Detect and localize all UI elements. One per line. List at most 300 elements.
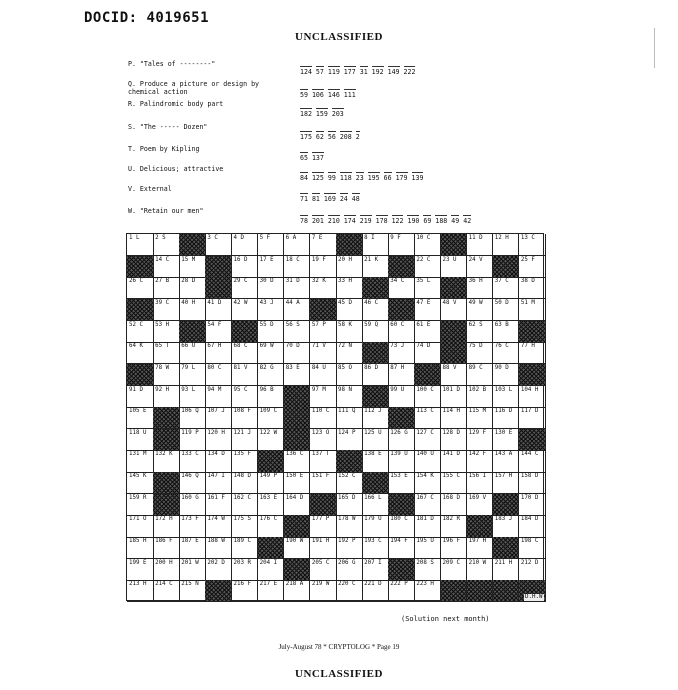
grid-cell: 20 H xyxy=(336,256,363,278)
grid-cell-shaded xyxy=(362,342,389,364)
grid-cell: 190 W xyxy=(284,537,311,559)
clue-number: 84 xyxy=(300,174,308,182)
grid-cell: 99 U xyxy=(388,386,415,408)
clue-number: 81 xyxy=(311,195,320,203)
doc-id: DOCID: 4019651 xyxy=(84,10,210,26)
grid-cell: 215 N xyxy=(179,580,206,602)
grid-cell: 145 K xyxy=(127,472,154,494)
grid-cell: 30 D xyxy=(258,277,285,299)
grid-cell: 117 D xyxy=(519,407,546,429)
clue-number: 23 xyxy=(355,174,364,182)
grid-cell: 203 R xyxy=(232,559,259,581)
grid-cell: 36 H xyxy=(467,277,494,299)
grid-cell: 192 P xyxy=(336,537,363,559)
grid-cell: 119 P xyxy=(179,429,206,451)
clue-number: 178 xyxy=(375,217,388,225)
grid-cell: 40 H xyxy=(179,299,206,321)
grid-cell: 129 F xyxy=(467,429,494,451)
grid-cell: 62 S xyxy=(467,321,494,343)
clue-number: 222 xyxy=(403,68,416,76)
grid-cell: 142 F xyxy=(467,450,494,472)
clue-label: T. Poem by Kipling xyxy=(128,145,200,153)
clue-number: 49 xyxy=(451,217,460,225)
grid-cell: 88 V xyxy=(441,364,468,386)
grid-cell: 156 I xyxy=(467,472,494,494)
grid-corner-label: D.H.W xyxy=(525,594,543,601)
clue-number: 219 xyxy=(359,217,372,225)
clue-number: 208 xyxy=(339,133,352,141)
grid-cell: 63 B xyxy=(493,321,520,343)
grid-cell: 93 L xyxy=(179,386,206,408)
grid-cell: 31 D xyxy=(284,277,311,299)
grid-cell: 37 C xyxy=(493,277,520,299)
grid-cell: 157 H xyxy=(493,472,520,494)
clue-number: 48 xyxy=(351,195,360,203)
clue-numbers xyxy=(300,131,364,141)
grid-cell: 76 C xyxy=(493,342,520,364)
grid-cell-shaded xyxy=(519,364,546,386)
grid-cell: 201 W xyxy=(179,559,206,581)
grid-cell: 24 V xyxy=(467,256,494,278)
grid-cell: 70 D xyxy=(284,342,311,364)
grid-cell-shaded xyxy=(362,277,389,299)
grid-cell-shaded xyxy=(441,321,468,343)
grid-cell: 71 V xyxy=(310,342,337,364)
clue-label: R. Palindromic body part xyxy=(128,100,224,108)
grid-cell: 180 C xyxy=(388,515,415,537)
grid-cell: 124 P xyxy=(336,429,363,451)
clue-label: S. "The ----- Dozen" xyxy=(128,123,208,131)
clue-number: 71 xyxy=(300,195,308,203)
grid-cell-shaded xyxy=(127,364,154,386)
clue-number: 210 xyxy=(327,217,340,225)
grid-cell: 199 E xyxy=(127,559,154,581)
grid-cell: 214 C xyxy=(153,580,180,602)
grid-cell: 128 D xyxy=(441,429,468,451)
grid-cell: 171 O xyxy=(127,515,154,537)
grid-cell-shaded xyxy=(467,580,494,602)
grid-cell: 58 K xyxy=(336,321,363,343)
clue-number: 169 xyxy=(323,195,336,203)
grid-cell: 185 H xyxy=(127,537,154,559)
grid-cell: 158 D xyxy=(519,472,546,494)
grid-cell-shaded xyxy=(467,515,494,537)
grid-cell: 67 H xyxy=(205,342,232,364)
grid-cell: 17 E xyxy=(258,256,285,278)
grid-cell: 136 C xyxy=(284,450,311,472)
grid-cell: 173 F xyxy=(179,515,206,537)
clue-number: 59 xyxy=(300,91,308,99)
clue-label: W. "Retain our men" xyxy=(128,207,204,215)
grid-cell: 1 L xyxy=(127,234,154,256)
grid-cell: 85 O xyxy=(336,364,363,386)
grid-cell: 168 D xyxy=(441,494,468,516)
grid-cell: 153 E xyxy=(388,472,415,494)
clue-number: 125 xyxy=(311,174,324,182)
grid-cell: 170 D xyxy=(519,494,546,516)
grid-cell: 47 E xyxy=(414,299,441,321)
grid-cell: 103 L xyxy=(493,386,520,408)
grid-cell-shaded xyxy=(258,537,285,559)
clue-number: 175 xyxy=(300,133,312,141)
grid-cell: 140 U xyxy=(414,450,441,472)
grid-cell: 16 D xyxy=(232,256,259,278)
grid-cell: 113 C xyxy=(414,407,441,429)
grid-cell: 57 P xyxy=(310,321,337,343)
grid-cell: 216 F xyxy=(232,580,259,602)
grid-cell: 217 E xyxy=(258,580,285,602)
clue-number: 65 xyxy=(300,154,308,162)
grid-cell-shaded xyxy=(388,299,415,321)
clue-number: 182 xyxy=(300,110,312,118)
grid-cell: 164 D xyxy=(284,494,311,516)
grid-cell: 100 C xyxy=(414,386,441,408)
page-footer: July-August 78 * CRYPTOLOG * Page 19 xyxy=(278,643,400,651)
grid-cell-shaded xyxy=(362,472,389,494)
grid-cell: 218 A xyxy=(284,580,311,602)
grid-cell: 104 H xyxy=(519,386,546,408)
grid-cell: 114 H xyxy=(441,407,468,429)
grid-cell: 181 D xyxy=(414,515,441,537)
grid-cell: 59 Q xyxy=(362,321,389,343)
grid-cell-shaded xyxy=(284,559,311,581)
grid-cell: 183 J xyxy=(493,515,520,537)
grid-cell: 51 M xyxy=(519,299,546,321)
grid-cell: 160 G xyxy=(179,494,206,516)
grid-cell: 94 M xyxy=(205,386,232,408)
clue-label: U. Delicious; attractive xyxy=(128,165,224,173)
grid-cell: 120 H xyxy=(205,429,232,451)
grid-cell: 95 C xyxy=(232,386,259,408)
grid-cell-shaded xyxy=(336,234,363,256)
clue-numbers xyxy=(300,108,348,118)
grid-cell: 7 E xyxy=(310,234,337,256)
grid-cell: 14 C xyxy=(153,256,180,278)
grid-cell: 175 S xyxy=(232,515,259,537)
clue-number: 2 xyxy=(355,133,360,141)
clue-numbers xyxy=(300,152,328,162)
clue-number: 111 xyxy=(343,91,356,99)
grid-cell: 82 G xyxy=(258,364,285,386)
clue-number: 78 xyxy=(300,217,308,225)
grid-cell: 178 W xyxy=(336,515,363,537)
grid-cell: 112 J xyxy=(362,407,389,429)
clue-number: 195 xyxy=(367,174,380,182)
grid-cell: 5 F xyxy=(258,234,285,256)
grid-cell-shaded xyxy=(232,321,259,343)
grid-cell: 43 J xyxy=(258,299,285,321)
grid-cell-shaded xyxy=(362,386,389,408)
grid-cell: 151 F xyxy=(310,472,337,494)
grid-cell: 208 S xyxy=(414,559,441,581)
grid-cell: 130 E xyxy=(493,429,520,451)
grid-cell: 222 P xyxy=(388,580,415,602)
grid-cell: 11 D xyxy=(467,234,494,256)
grid-cell: 193 C xyxy=(362,537,389,559)
grid-cell: 139 U xyxy=(388,450,415,472)
clue-number: 118 xyxy=(339,174,352,182)
grid-cell: 209 C xyxy=(441,559,468,581)
grid-cell-shaded xyxy=(388,407,415,429)
clue-number: 66 xyxy=(383,174,392,182)
clue-number: 139 xyxy=(411,174,424,182)
grid-cell-shaded xyxy=(388,256,415,278)
grid-cell: 18 C xyxy=(284,256,311,278)
grid-cell: 191 H xyxy=(310,537,337,559)
grid-cell: 118 U xyxy=(127,429,154,451)
grid-cell: 121 J xyxy=(232,429,259,451)
grid-cell: 221 D xyxy=(362,580,389,602)
grid-cell: 91 D xyxy=(127,386,154,408)
grid-cell: 202 D xyxy=(205,559,232,581)
grid-cell: 56 S xyxy=(284,321,311,343)
clue-number: 124 xyxy=(300,68,312,76)
grid-cell: 155 C xyxy=(441,472,468,494)
grid-cell: 41 D xyxy=(205,299,232,321)
grid-cell-shaded xyxy=(310,494,337,516)
grid-cell: 172 H xyxy=(153,515,180,537)
grid-cell: 35 L xyxy=(414,277,441,299)
grid-cell-shaded xyxy=(153,472,180,494)
grid-cell: 75 D xyxy=(467,342,494,364)
grid-cell: 107 J xyxy=(205,407,232,429)
grid-cell: 80 C xyxy=(205,364,232,386)
grid-cell: 44 A xyxy=(284,299,311,321)
grid-cell-shaded xyxy=(519,429,546,451)
grid-cell: 6 A xyxy=(284,234,311,256)
grid-cell: 122 W xyxy=(258,429,285,451)
grid-cell: 54 F xyxy=(205,321,232,343)
solution-note: (Solution next month) xyxy=(401,615,490,623)
grid-cell: 198 C xyxy=(519,537,546,559)
grid-cell: 219 W xyxy=(310,580,337,602)
clue-number: 106 xyxy=(311,91,324,99)
clue-label: V. External xyxy=(128,185,172,193)
grid-cell: 135 F xyxy=(232,450,259,472)
grid-cell: 2 S xyxy=(153,234,180,256)
grid-cell-shaded xyxy=(336,450,363,472)
grid-cell: 133 C xyxy=(179,450,206,472)
grid-cell: 28 D xyxy=(179,277,206,299)
grid-cell: 152 C xyxy=(336,472,363,494)
clue-number: 69 xyxy=(423,217,432,225)
grid-cell: 97 M xyxy=(310,386,337,408)
grid-cell: 138 E xyxy=(362,450,389,472)
grid-cell: 105 E xyxy=(127,407,154,429)
clue-number: 174 xyxy=(343,217,356,225)
grid-cell: 83 E xyxy=(284,364,311,386)
grid-cell-shaded xyxy=(388,559,415,581)
grid-cell: 55 D xyxy=(258,321,285,343)
grid-cell: 187 E xyxy=(179,537,206,559)
grid-cell: 204 I xyxy=(258,559,285,581)
grid-cell: 179 U xyxy=(362,515,389,537)
clue-number: 122 xyxy=(391,217,404,225)
grid-cell: 111 Q xyxy=(336,407,363,429)
grid-cell: 148 D xyxy=(232,472,259,494)
clue-number: 57 xyxy=(315,68,324,76)
grid-cell: 13 C xyxy=(519,234,546,256)
grid-cell-shaded xyxy=(284,515,311,537)
grid-cell: 8 I xyxy=(362,234,389,256)
grid-cell: 206 G xyxy=(336,559,363,581)
grid-cell: 74 D xyxy=(414,342,441,364)
clue-label: Q. Produce a picture or design by chemical action xyxy=(128,80,260,96)
grid-cell: 149 P xyxy=(258,472,285,494)
grid-cell: 86 D xyxy=(362,364,389,386)
grid-cell: 46 C xyxy=(362,299,389,321)
grid-cell: 10 C xyxy=(414,234,441,256)
grid-cell: 26 C xyxy=(127,277,154,299)
grid-cell: 150 E xyxy=(284,472,311,494)
grid-cell: 161 F xyxy=(205,494,232,516)
grid-cell: 167 C xyxy=(414,494,441,516)
grid-cell-shaded xyxy=(127,299,154,321)
grid-cell: 25 F xyxy=(519,256,546,278)
grid-cell: 64 K xyxy=(127,342,154,364)
grid-cell: 126 G xyxy=(388,429,415,451)
grid-cell: 134 D xyxy=(205,450,232,472)
grid-cell-shaded xyxy=(441,580,468,602)
grid-cell: 154 K xyxy=(414,472,441,494)
grid-cell: 34 C xyxy=(388,277,415,299)
grid-cell: 69 W xyxy=(258,342,285,364)
grid-cell: 21 K xyxy=(362,256,389,278)
grid-cell: 109 C xyxy=(258,407,285,429)
grid-cell: 189 C xyxy=(232,537,259,559)
grid-cell: 96 B xyxy=(258,386,285,408)
classification-top: UNCLASSIFIED xyxy=(295,31,383,43)
clue-number: 177 xyxy=(343,68,356,76)
grid-cell: 165 D xyxy=(336,494,363,516)
grid-cell: 110 C xyxy=(310,407,337,429)
grid-cell: 61 E xyxy=(414,321,441,343)
grid-cell: 163 E xyxy=(258,494,285,516)
crossword-grid xyxy=(126,233,544,601)
grid-cell: 87 H xyxy=(388,364,415,386)
clue-number: 179 xyxy=(395,174,408,182)
grid-cell: 166 L xyxy=(362,494,389,516)
grid-cell: 212 D xyxy=(519,559,546,581)
grid-cell-shaded xyxy=(179,234,206,256)
grid-cell: 125 U xyxy=(362,429,389,451)
grid-cell-shaded xyxy=(153,407,180,429)
grid-cell-shaded xyxy=(441,234,468,256)
grid-cell: 146 Q xyxy=(179,472,206,494)
clue-number: 137 xyxy=(311,154,324,162)
grid-cell: 174 W xyxy=(205,515,232,537)
grid-cell: 3 C xyxy=(205,234,232,256)
grid-cell: 213 H xyxy=(127,580,154,602)
grid-cell: 182 R xyxy=(441,515,468,537)
grid-cell: 73 J xyxy=(388,342,415,364)
grid-cell: 79 L xyxy=(179,364,206,386)
clue-number: 201 xyxy=(311,217,324,225)
grid-cell-shaded xyxy=(493,580,520,602)
clue-number: 56 xyxy=(327,133,336,141)
grid-cell: 207 I xyxy=(362,559,389,581)
grid-cell: 131 M xyxy=(127,450,154,472)
grid-cell: 147 I xyxy=(205,472,232,494)
grid-cell: 92 H xyxy=(153,386,180,408)
grid-cell: 159 R xyxy=(127,494,154,516)
grid-cell: 210 W xyxy=(467,559,494,581)
grid-cell: 195 U xyxy=(414,537,441,559)
grid-cell: 116 D xyxy=(493,407,520,429)
grid-cell: 188 W xyxy=(205,537,232,559)
grid-cell-shaded xyxy=(493,494,520,516)
grid-cell: 78 W xyxy=(153,364,180,386)
clue-number: 188 xyxy=(435,217,448,225)
grid-cell: 9 F xyxy=(388,234,415,256)
clue-numbers xyxy=(300,89,360,99)
grid-cell-shaded xyxy=(441,342,468,364)
grid-cell: 4 D xyxy=(232,234,259,256)
grid-cell-shaded xyxy=(153,494,180,516)
grid-cell-shaded xyxy=(127,256,154,278)
grid-cell: 45 D xyxy=(336,299,363,321)
grid-cell-shaded xyxy=(493,537,520,559)
grid-cell: 106 Q xyxy=(179,407,206,429)
grid-cell: 162 C xyxy=(232,494,259,516)
grid-cell: 29 C xyxy=(232,277,259,299)
clue-numbers xyxy=(300,66,419,76)
grid-cell: 143 A xyxy=(493,450,520,472)
grid-cell: 89 C xyxy=(467,364,494,386)
grid-cell-shaded xyxy=(284,429,311,451)
grid-cell: 108 F xyxy=(232,407,259,429)
grid-cell: 127 C xyxy=(414,429,441,451)
clue-numbers xyxy=(300,172,427,182)
classification-bottom: UNCLASSIFIED xyxy=(295,668,383,680)
grid-cell: 169 V xyxy=(467,494,494,516)
grid-cell-shaded xyxy=(310,299,337,321)
grid-cell: 19 F xyxy=(310,256,337,278)
grid-cell: 68 C xyxy=(232,342,259,364)
grid-cell-shaded xyxy=(205,580,232,602)
grid-cell: 177 P xyxy=(310,515,337,537)
grid-cell: 27 B xyxy=(153,277,180,299)
grid-cell: 72 N xyxy=(336,342,363,364)
clue-number: 159 xyxy=(315,110,328,118)
grid-cell: 90 D xyxy=(493,364,520,386)
grid-cell: 211 H xyxy=(493,559,520,581)
grid-cell: 197 H xyxy=(467,537,494,559)
grid-cell: 186 F xyxy=(153,537,180,559)
grid-cell-shaded xyxy=(519,321,546,343)
clue-numbers xyxy=(300,215,475,225)
clue-number: 42 xyxy=(463,217,472,225)
grid-cell-shaded xyxy=(153,429,180,451)
clue-label: P. "Tales of --------" xyxy=(128,60,216,68)
grid-cell: 22 C xyxy=(414,256,441,278)
grid-cell: 48 V xyxy=(441,299,468,321)
grid-cell: 84 U xyxy=(310,364,337,386)
grid-cell-shaded xyxy=(493,256,520,278)
grid-cell: 132 K xyxy=(153,450,180,472)
clue-number: 99 xyxy=(327,174,336,182)
clue-number: 190 xyxy=(407,217,420,225)
grid-cell: 15 M xyxy=(179,256,206,278)
grid-cell-shaded xyxy=(388,494,415,516)
grid-cell: 50 D xyxy=(493,299,520,321)
grid-cell: 49 W xyxy=(467,299,494,321)
grid-cell: 60 C xyxy=(388,321,415,343)
grid-cell: 196 F xyxy=(441,537,468,559)
grid-cell-shaded xyxy=(284,407,311,429)
grid-cell-shaded xyxy=(179,321,206,343)
clue-number: 203 xyxy=(331,110,344,118)
